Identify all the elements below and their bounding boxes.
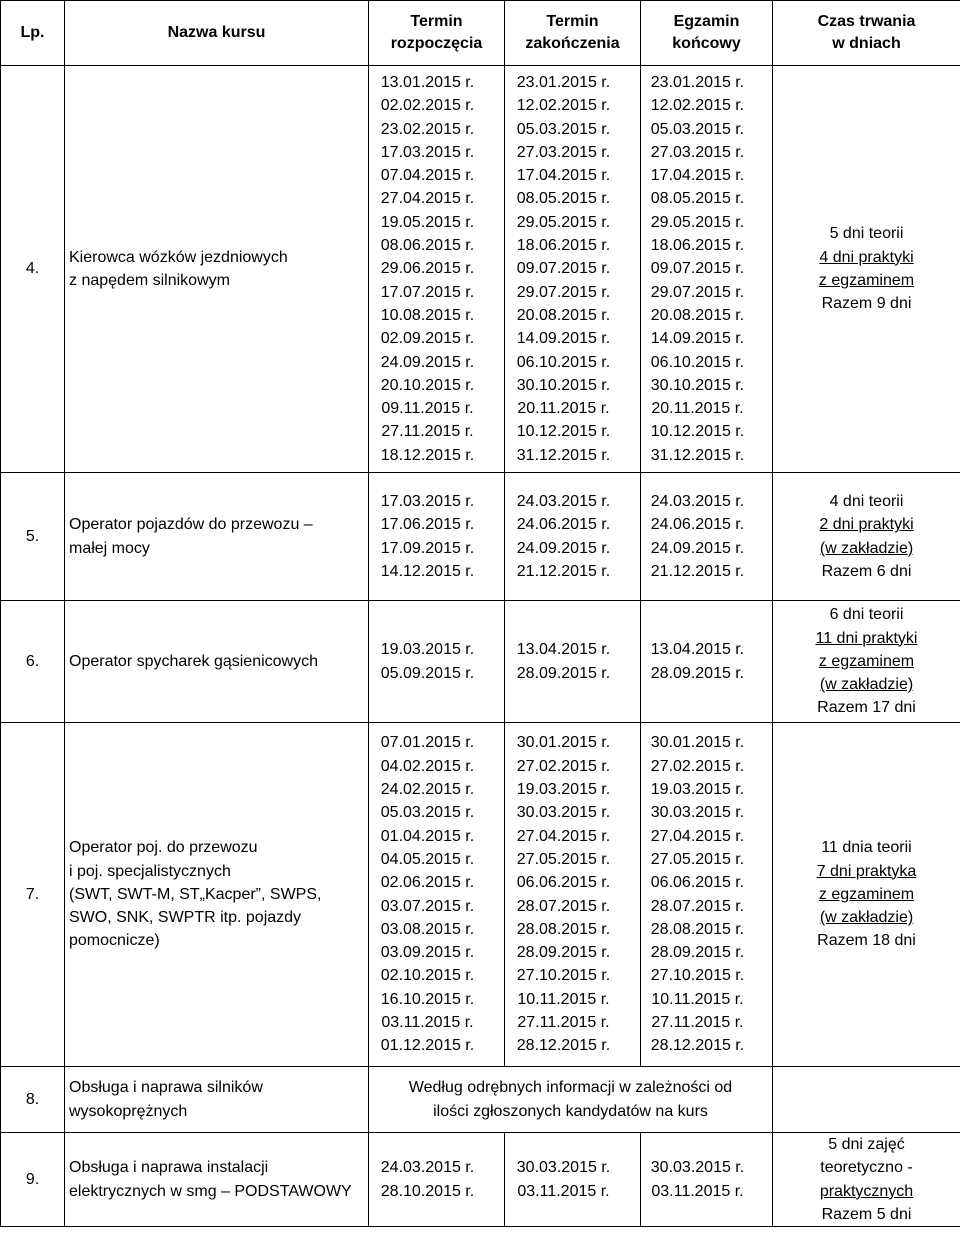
date-item: 05.03.2015 r. bbox=[650, 120, 745, 138]
course-name bbox=[65, 66, 369, 473]
date-item: 20.10.2015 r. bbox=[380, 376, 475, 394]
date-item: 09.11.2015 r. bbox=[381, 400, 474, 418]
date-item: 30.10.2015 r. bbox=[516, 376, 611, 394]
date-item: 02.02.2015 r. bbox=[380, 97, 475, 115]
start-dates bbox=[369, 66, 505, 473]
header-lp: Lp. bbox=[1, 1, 65, 66]
row-number: 9. bbox=[1, 1133, 65, 1227]
table-row bbox=[1, 601, 960, 723]
date-item: 10.08.2015 r. bbox=[380, 306, 475, 324]
date-item: 21.12.2015 r. bbox=[650, 562, 745, 580]
date-item: 06.10.2015 r. bbox=[650, 353, 745, 371]
date-item: 16.10.2015 r. bbox=[380, 990, 475, 1008]
duration-line: 4 dni praktyki bbox=[819, 248, 914, 266]
date-item: 23.02.2015 r. bbox=[380, 120, 475, 138]
course-name bbox=[65, 473, 369, 601]
date-item: 17.03.2015 r. bbox=[380, 143, 475, 161]
duration-line: 4 dni teorii bbox=[829, 492, 904, 510]
row-number: 4. bbox=[1, 66, 65, 473]
date-item: 20.08.2015 r. bbox=[650, 306, 745, 324]
date-item: 03.11.2015 r. bbox=[517, 1182, 610, 1200]
duration-line: z egzaminem bbox=[818, 652, 915, 670]
end-dates bbox=[505, 601, 641, 723]
duration-days bbox=[773, 1133, 960, 1227]
date-item: 19.03.2015 r. bbox=[516, 781, 611, 799]
date-item: 02.10.2015 r. bbox=[380, 967, 475, 985]
end-dates bbox=[505, 723, 641, 1067]
duration-line: z egzaminem bbox=[818, 272, 915, 289]
date-item: 12.02.2015 r. bbox=[516, 97, 611, 115]
date-item: 17.06.2015 r. bbox=[380, 516, 475, 534]
date-item: 07.01.2015 r. bbox=[380, 734, 475, 752]
date-item: 05.09.2015 r. bbox=[380, 664, 475, 682]
date-item: 21.12.2015 r. bbox=[516, 562, 611, 580]
date-item: 10.11.2015 r. bbox=[651, 990, 744, 1008]
duration-line: 6 dni teorii bbox=[829, 606, 904, 624]
date-item: 18.06.2015 r. bbox=[650, 237, 745, 255]
date-item: 29.06.2015 r. bbox=[380, 260, 475, 278]
date-item: 27.05.2015 r. bbox=[650, 850, 745, 868]
date-item: 27.05.2015 r. bbox=[516, 850, 611, 868]
duration-line: 11 dnia teorii bbox=[821, 839, 912, 857]
date-item: 19.03.2015 r. bbox=[380, 641, 475, 659]
date-item: 29.05.2015 r. bbox=[516, 213, 611, 231]
duration-days bbox=[773, 1067, 960, 1133]
exam-dates bbox=[641, 601, 773, 723]
row-number: 6. bbox=[1, 601, 65, 723]
date-item: 03.11.2015 r. bbox=[651, 1182, 744, 1200]
date-item: 20.08.2015 r. bbox=[516, 306, 611, 324]
duration-days bbox=[773, 473, 960, 601]
duration-line: Razem 18 dni bbox=[817, 932, 916, 950]
duration-line: (w zakładzie) bbox=[819, 676, 914, 694]
date-item: 31.12.2015 r. bbox=[516, 446, 611, 464]
course-name bbox=[65, 601, 369, 723]
date-item: 30.10.2015 r. bbox=[650, 376, 745, 394]
date-item: 27.02.2015 r. bbox=[516, 757, 611, 775]
end-dates bbox=[505, 473, 641, 601]
header-end-date: Termin zakończenia bbox=[505, 1, 641, 66]
date-item: 03.09.2015 r. bbox=[380, 944, 475, 962]
header-duration: Czas trwania w dniach bbox=[773, 1, 960, 66]
note-line: ilości zgłoszonych kandydatów na kurs bbox=[433, 1102, 708, 1120]
date-item: 27.04.2015 r. bbox=[516, 827, 611, 845]
date-item: 07.04.2015 r. bbox=[380, 167, 475, 185]
date-item: 03.07.2015 r. bbox=[380, 897, 475, 915]
date-item: 10.12.2015 r. bbox=[650, 423, 745, 441]
date-item: 04.05.2015 r. bbox=[380, 850, 475, 868]
table-row bbox=[1, 1067, 960, 1133]
date-item: 19.03.2015 r. bbox=[650, 781, 745, 799]
header-final-exam: Egzamin końcowy bbox=[641, 1, 773, 66]
date-item: 18.12.2015 r. bbox=[380, 446, 475, 464]
duration-line: (w zakładzie) bbox=[819, 909, 914, 927]
date-item: 27.03.2015 r. bbox=[650, 143, 745, 161]
date-item: 28.09.2015 r. bbox=[650, 664, 745, 682]
exam-dates bbox=[641, 473, 773, 601]
date-item: 27.04.2015 r. bbox=[380, 190, 475, 208]
date-item: 02.06.2015 r. bbox=[380, 874, 475, 892]
course-name-text: Operator pojazdów do przewozu – małej mocy bbox=[69, 516, 313, 557]
date-item: 06.06.2015 r. bbox=[516, 874, 611, 892]
date-item: 24.03.2015 r. bbox=[516, 492, 611, 510]
date-item: 12.02.2015 r. bbox=[650, 97, 745, 115]
date-item: 29.07.2015 r. bbox=[516, 283, 611, 301]
date-item: 04.02.2015 r. bbox=[380, 757, 475, 775]
date-item: 14.12.2015 r. bbox=[380, 562, 475, 580]
course-name-text: Operator poj. do przewozu i poj. specjalistycznych (SWT, SWT-M, ST„Kacper”, SWPS, SWO, SNK, SWPTR itp. pojazdy pomocnicze) bbox=[69, 839, 322, 950]
date-item: 14.09.2015 r. bbox=[516, 330, 611, 348]
date-item: 28.09.2015 r. bbox=[516, 944, 611, 962]
duration-line: 5 dni teorii bbox=[829, 225, 904, 243]
date-item: 28.08.2015 r. bbox=[650, 920, 745, 938]
date-item: 08.05.2015 r. bbox=[650, 190, 745, 208]
date-item: 28.09.2015 r. bbox=[650, 944, 745, 962]
date-item: 30.01.2015 r. bbox=[516, 734, 611, 752]
date-item: 31.12.2015 r. bbox=[650, 446, 745, 464]
course-name bbox=[65, 1067, 369, 1133]
row-number: 8. bbox=[1, 1067, 65, 1133]
date-item: 27.02.2015 r. bbox=[650, 757, 745, 775]
date-item: 24.03.2015 r. bbox=[650, 492, 745, 510]
date-item: 27.04.2015 r. bbox=[650, 827, 745, 845]
date-item: 01.04.2015 r. bbox=[380, 827, 475, 845]
duration-line: praktycznych bbox=[819, 1182, 914, 1200]
date-item: 24.06.2015 r. bbox=[516, 516, 611, 534]
date-item: 30.03.2015 r. bbox=[516, 804, 611, 822]
date-item: 27.10.2015 r. bbox=[516, 967, 611, 985]
date-item: 05.03.2015 r. bbox=[516, 120, 611, 138]
date-item: 17.03.2015 r. bbox=[380, 492, 475, 510]
table-body bbox=[1, 66, 960, 1227]
duration-days bbox=[773, 723, 960, 1067]
date-item: 10.12.2015 r. bbox=[516, 423, 611, 441]
date-item: 29.05.2015 r. bbox=[650, 213, 745, 231]
end-dates bbox=[505, 66, 641, 473]
exam-dates bbox=[641, 66, 773, 473]
date-item: 27.03.2015 r. bbox=[516, 143, 611, 161]
note-line: Według odrębnych informacji w zależności od bbox=[408, 1079, 733, 1097]
date-item: 30.03.2015 r. bbox=[650, 804, 745, 822]
course-name bbox=[65, 723, 369, 1067]
end-dates bbox=[505, 1133, 641, 1227]
date-item: 13.04.2015 r. bbox=[516, 641, 611, 659]
table-row bbox=[1, 473, 960, 601]
date-item: 13.01.2015 r. bbox=[380, 73, 475, 91]
date-item: 27.11.2015 r. bbox=[517, 1013, 610, 1031]
course-name-text: Obsługa i naprawa silników wysokoprężnych bbox=[69, 1079, 263, 1120]
date-item: 09.07.2015 r. bbox=[650, 260, 745, 278]
date-item: 19.05.2015 r. bbox=[380, 213, 475, 231]
duration-line: Razem 17 dni bbox=[817, 699, 916, 717]
date-item: 28.07.2015 r. bbox=[650, 897, 745, 915]
start-dates bbox=[369, 601, 505, 723]
date-item: 23.01.2015 r. bbox=[650, 73, 745, 91]
date-item: 27.11.2015 r. bbox=[381, 423, 474, 441]
duration-line: 7 dni praktyka bbox=[816, 862, 917, 880]
date-item: 24.09.2015 r. bbox=[516, 539, 611, 557]
date-item: 24.09.2015 r. bbox=[650, 539, 745, 557]
row-number: 7. bbox=[1, 723, 65, 1067]
date-item: 24.09.2015 r. bbox=[380, 353, 475, 371]
date-item: 28.12.2015 r. bbox=[516, 1037, 611, 1055]
date-item: 14.09.2015 r. bbox=[650, 330, 745, 348]
date-item: 13.04.2015 r. bbox=[650, 641, 745, 659]
date-item: 27.11.2015 r. bbox=[651, 1013, 744, 1031]
table-row bbox=[1, 723, 960, 1067]
duration-line: Razem 5 dni bbox=[821, 1205, 912, 1223]
date-item: 05.03.2015 r. bbox=[380, 804, 475, 822]
duration-line: 2 dni praktyki bbox=[819, 516, 914, 534]
date-item: 01.12.2015 r. bbox=[380, 1037, 475, 1055]
date-item: 28.09.2015 r. bbox=[516, 664, 611, 682]
date-item: 28.12.2015 r. bbox=[650, 1037, 745, 1055]
date-item: 30.03.2015 r. bbox=[516, 1159, 611, 1177]
date-item: 28.07.2015 r. bbox=[516, 897, 611, 915]
duration-line: z egzaminem bbox=[818, 885, 915, 903]
duration-line: teoretyczno - bbox=[820, 1159, 913, 1177]
duration-days bbox=[773, 601, 960, 723]
date-item: 20.11.2015 r. bbox=[651, 400, 744, 418]
date-item: 23.01.2015 r. bbox=[516, 73, 611, 91]
course-name bbox=[65, 1133, 369, 1227]
duration-line: 11 dni praktyki bbox=[815, 629, 918, 647]
header-start-date: Termin rozpoczęcia bbox=[369, 1, 505, 66]
start-dates bbox=[369, 723, 505, 1067]
row-number: 5. bbox=[1, 473, 65, 601]
exam-dates bbox=[641, 1133, 773, 1227]
date-item: 03.11.2015 r. bbox=[381, 1013, 474, 1031]
course-name-text: Obsługa i naprawa instalacji elektrycznych w smg – PODSTAWOWY bbox=[69, 1159, 352, 1200]
table-row bbox=[1, 1133, 960, 1227]
date-item: 28.08.2015 r. bbox=[516, 920, 611, 938]
date-item: 29.07.2015 r. bbox=[650, 283, 745, 301]
date-item: 02.09.2015 r. bbox=[380, 330, 475, 348]
exam-dates bbox=[641, 723, 773, 1067]
duration-line: Razem 6 dni bbox=[821, 562, 912, 580]
duration-days bbox=[773, 66, 960, 473]
date-item: 24.02.2015 r. bbox=[380, 781, 475, 799]
date-item: 10.11.2015 r. bbox=[517, 990, 610, 1008]
date-item: 17.07.2015 r. bbox=[380, 283, 475, 301]
header-course-name: Nazwa kursu bbox=[65, 1, 369, 66]
header-row bbox=[1, 1, 960, 66]
date-item: 06.06.2015 r. bbox=[650, 874, 745, 892]
date-item: 24.06.2015 r. bbox=[650, 516, 745, 534]
date-item: 03.08.2015 r. bbox=[380, 920, 475, 938]
duration-line: (w zakładzie) bbox=[819, 539, 914, 557]
date-item: 24.03.2015 r. bbox=[380, 1159, 475, 1177]
date-item: 17.04.2015 r. bbox=[516, 167, 611, 185]
duration-line: 5 dni zajęć bbox=[828, 1136, 905, 1153]
start-dates bbox=[369, 1133, 505, 1227]
date-item: 30.01.2015 r. bbox=[650, 734, 745, 752]
date-item: 30.03.2015 r. bbox=[650, 1159, 745, 1177]
date-item: 17.04.2015 r. bbox=[650, 167, 745, 185]
date-item: 17.09.2015 r. bbox=[380, 539, 475, 557]
date-item: 06.10.2015 r. bbox=[516, 353, 611, 371]
date-item: 08.06.2015 r. bbox=[380, 237, 475, 255]
date-item: 28.10.2015 r. bbox=[380, 1182, 475, 1200]
date-item: 09.07.2015 r. bbox=[516, 260, 611, 278]
table-row bbox=[1, 66, 960, 473]
date-item: 27.10.2015 r. bbox=[650, 967, 745, 985]
course-name-text: Kierowca wózków jezdniowych z napędem silnikowym bbox=[69, 248, 288, 289]
date-item: 08.05.2015 r. bbox=[516, 190, 611, 208]
date-item: 20.11.2015 r. bbox=[517, 400, 610, 418]
schedule-note bbox=[369, 1067, 773, 1133]
date-item: 18.06.2015 r. bbox=[516, 237, 611, 255]
duration-line: Razem 9 dni bbox=[821, 295, 912, 313]
start-dates bbox=[369, 473, 505, 601]
course-name-text: Operator spycharek gąsienicowych bbox=[69, 652, 319, 670]
